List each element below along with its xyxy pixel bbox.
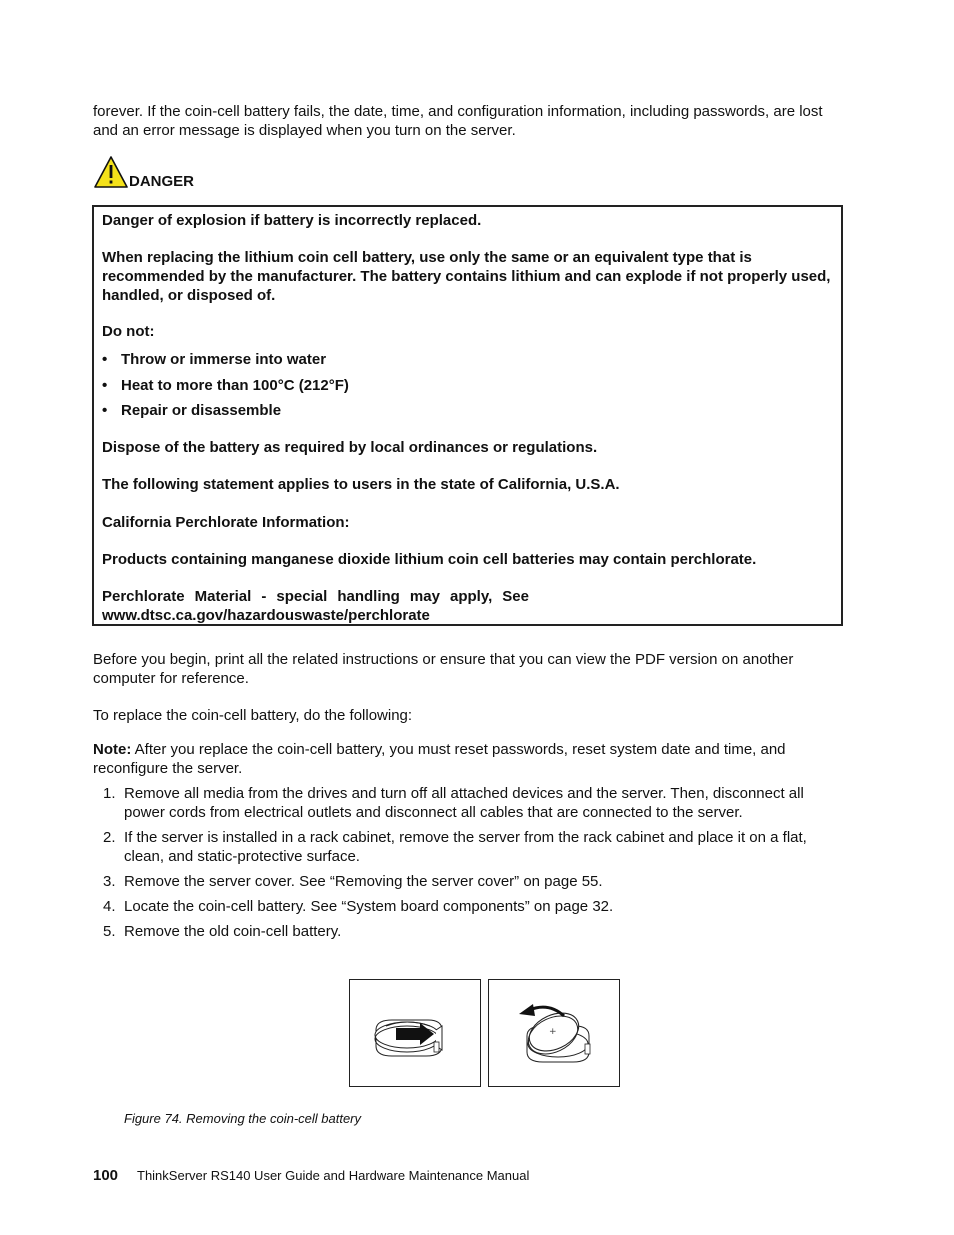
danger-url: www.dtsc.ca.gov/hazardouswaste/perchlorate xyxy=(102,607,430,624)
battery-lift-illustration xyxy=(489,980,619,1086)
danger-replacement-paragraph: When replacing the lithium coin cell battery, use only the same or an equivalent type that is recommended by the manufacturer. The battery contains lithium and can explode if not properly used, handled, or disposed of. xyxy=(102,249,831,304)
page-number: 100 xyxy=(93,1167,119,1184)
to-replace-paragraph: To replace the coin-cell battery, do the following: xyxy=(93,707,413,724)
danger-bullet: • Heat to more than 100°C (212°F) xyxy=(102,377,349,394)
note-text: After you replace the coin-cell battery, you must reset passwords, reset system date and time, and reconfigure the server. xyxy=(93,741,786,777)
danger-line-explosion: Danger of explosion if battery is incorrectly replaced. xyxy=(102,212,482,229)
danger-bullet: • Throw or immerse into water xyxy=(102,351,327,368)
figure-caption: Figure 74. Removing the coin-cell battery xyxy=(124,1111,362,1126)
battery-slide-illustration xyxy=(350,980,480,1086)
intro-paragraph: forever. If the coin-cell battery fails, the date, time, and configuration information, including passwords, are lost and an error message is displayed when you turn on the server. xyxy=(93,103,823,139)
danger-dispose: Dispose of the battery as required by local ordinances or regulations. xyxy=(102,439,598,456)
danger-heading xyxy=(93,155,393,191)
danger-perchlorate-info: California Perchlorate Information: xyxy=(102,514,350,531)
before-you-begin-paragraph: Before you begin, print all the related instructions or ensure that you can view the PDF version on another computer for reference. xyxy=(93,651,794,687)
danger-products: Products containing manganese dioxide lithium coin cell batteries may contain perchlorate. xyxy=(102,551,757,568)
warning-triangle-icon xyxy=(93,155,129,189)
danger-do-not: Do not: xyxy=(102,323,155,340)
document-page: forever. If the coin-cell battery fails, the date, time, and configuration information, including passwords, are lost and an error message is displayed when you turn on the server. DANGER Danger of explosion if battery is incorrectly replaced. When replacing the lithium coin cell battery, use only the same or an equivalent type that is recommended by the manufacturer. The battery contains lithium and can explode if not properly used, handled, or disposed of. Do not: • Throw or immerse into water • Heat to more than 100°C (212°F) • Repair or disassemble Dispose of the battery as required by local ordinances or regulations. The following statement applies to users in the state of California, U.S.A. California Perchlorate Information: Products containing manganese dioxide lithium coin cell batteries may contain perchlorate. Perchlorate Material - special handling may apply, See www.dtsc.ca.gov/hazardouswaste/perchlorate Before you begin, print all the related instructions or ensure that you can view the PDF version on another computer for reference. To replace the coin-cell battery, do the following: Note: After you replace the coin-cell battery, you must reset passwords, reset system date and time, and reconfigure the server. 1. Remove all media from the drives and turn off all attached devices and the server. Then, disconnect all power cords from electrical outlets and disconnect all cables that are connected to the server. 2. If the server is installed in a rack cabinet, remove the server from the rack cabinet and place it on a flat, clean, and static-protective surface. 3. Remove the server cover. See “Removing the server cover” on page 55. 4. Locate the coin-cell battery. See “System board components” on page 32. 5. Remove the old coin-cell battery. + Figure 74. Removing the coin-cell battery 100 ThinkServer RS140 User Guide and Hardware Maintenance Manual xyxy=(0,0,954,1235)
svg-text:+: + xyxy=(549,1027,557,1037)
footer-title: ThinkServer RS140 User Guide and Hardware Maintenance Manual xyxy=(137,1168,530,1183)
figure-panel-slide-battery xyxy=(349,979,481,1087)
danger-label: DANGER xyxy=(129,173,195,190)
danger-california-statement: The following statement applies to users in the state of California, U.S.A. xyxy=(102,476,620,493)
note-paragraph xyxy=(93,740,845,778)
danger-material: Perchlorate Material - special handling may apply, See xyxy=(102,588,529,605)
note-label: Note: xyxy=(93,741,132,758)
figure-panel-lift-battery xyxy=(488,979,620,1087)
danger-bullet: • Repair or disassemble xyxy=(102,402,282,419)
danger-notice-box xyxy=(92,205,843,626)
